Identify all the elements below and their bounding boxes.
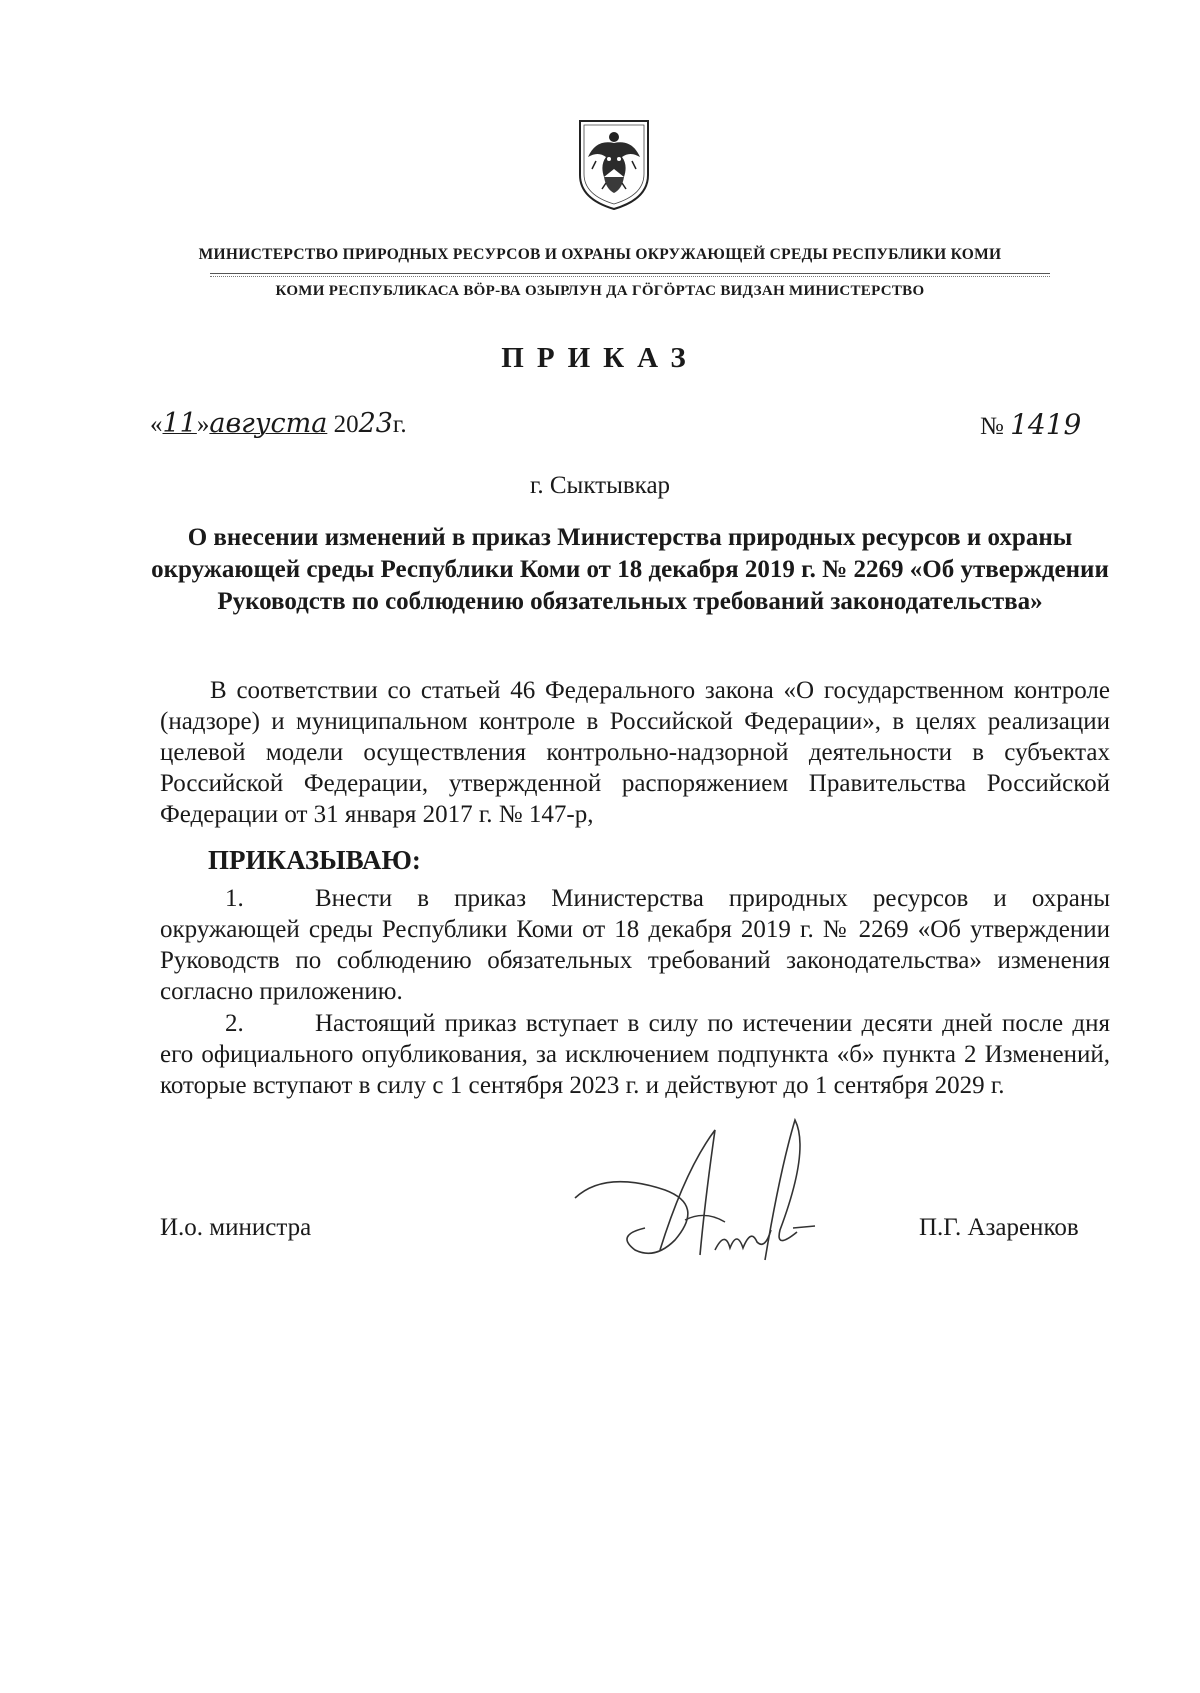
item-number: 2. — [225, 1010, 244, 1037]
document-subject: О внесении изменений в приказ Министерства природных ресурсов и охраны окружающей среды Республики Коми от 18 декабря 2019 г. № 2269 «Об утверждении Руководств по соблюдению обязательных требований законодательства» — [151, 524, 1109, 615]
date-month: августа — [209, 408, 328, 439]
date-quote-close: » — [196, 411, 210, 438]
date-year-suffix: 23 — [358, 408, 393, 439]
number-prefix: № — [980, 413, 1004, 440]
header-divider — [210, 273, 1050, 274]
item-number: 1. — [225, 885, 244, 912]
org-name-russian: МИНИСТЕРСТВО ПРИРОДНЫХ РЕСУРСОВ И ОХРАНЫ ОКРУЖАЮЩЕЙ СРЕДЫ РЕСПУБЛИКИ КОМИ — [198, 246, 1002, 263]
signature-icon — [565, 1110, 875, 1285]
document-number — [980, 408, 1081, 441]
item-text: Внести в приказ Министерства природных ресурсов и охраны окружающей среды Республики Коми от 18 декабря 2019 г. № 2269 «Об утверждении Руководств по соблюдению обязательных требований законодательства» изменения согласно приложению. — [160, 885, 1110, 1005]
number-value: 1419 — [1010, 408, 1082, 441]
coat-of-arms-icon — [576, 117, 652, 213]
org-name-komi: КОМИ РЕСПУБЛИКАСА ВӦР-ВА ОЗЫРЛУН ДА ГӦГӦРТАС ВИДЗАН МИНИСТЕРСТВО — [275, 283, 925, 299]
document-date — [150, 408, 407, 439]
date-quote-open: « — [150, 411, 163, 438]
item-text: Настоящий приказ вступает в силу по истечении десяти дней после дня его официального опубликования, за исключением подпункта «б» пункта 2 Изменений, которые вступают в силу с 1 сентября 2023 г. и действуют до 1 сентября 2029 г. — [160, 1010, 1110, 1099]
city: г. Сыктывкар — [529, 472, 671, 499]
header-divider-dotted — [210, 276, 1050, 277]
signatory-name: П.Г. Азаренков — [919, 1214, 1079, 1241]
date-year-prefix: 20 — [333, 411, 359, 438]
order-word: ПРИКАЗЫВАЮ: — [208, 845, 421, 875]
signatory-role: И.о. министра — [160, 1214, 312, 1241]
preamble-paragraph: В соответствии со статьей 46 Федерального закона «О государственном контроле (надзоре) и муниципальном контроле в Российской Федерации», в целях реализации целевой модели осуществления контрольно-надзорной деятельности в субъектах Российской Федерации, утвержденной распоряжением Правительства Российской Федерации от 31 января 2017 г. № 147-р, — [160, 677, 1110, 828]
order-item — [160, 883, 1110, 1007]
date-suffix: г. — [392, 411, 407, 438]
date-day: 11 — [162, 408, 197, 439]
document-title: ПРИКАЗ — [501, 342, 699, 374]
order-item — [160, 1008, 1110, 1101]
